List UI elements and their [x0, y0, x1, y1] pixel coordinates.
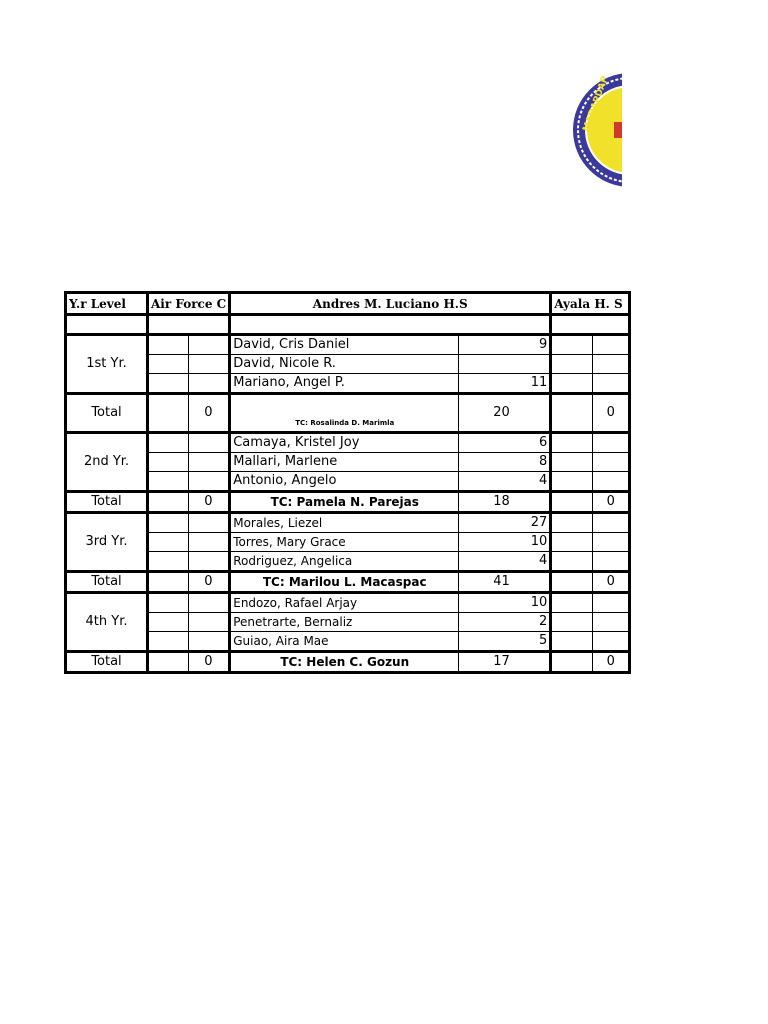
air-force-cell-a: [148, 632, 189, 652]
teacher-in-charge: TC: Rosalinda D. Marimla: [230, 394, 459, 433]
ayala-total: 0: [593, 394, 630, 433]
air-force-cell-b: [188, 472, 230, 492]
air-force-cell-b: [188, 613, 230, 632]
blank-cell: [148, 315, 230, 335]
teacher-in-charge: TC: Pamela N. Parejas: [230, 492, 459, 513]
enrollment-table: [64, 291, 631, 674]
ayala-cell-b: [593, 632, 630, 652]
student-score: 10: [459, 533, 551, 552]
air-force-cell-a: [148, 374, 189, 394]
header-ayala: Ayala H. S: [551, 293, 630, 315]
total-label: Total: [66, 652, 148, 673]
student-row: [66, 593, 630, 613]
ayala-cell-a: [551, 593, 593, 613]
teacher-in-charge: TC: Marilou L. Macaspac: [230, 572, 459, 593]
ayala-cell-b: [593, 513, 630, 533]
air-force-total: 0: [188, 652, 230, 673]
ayala-cell-a: [551, 433, 593, 453]
ayala-cell-b: [593, 453, 630, 472]
group-sum: 17: [459, 652, 551, 673]
ayala-cell-a: [551, 374, 593, 394]
ayala-total-a: [551, 492, 593, 513]
student-row: [66, 374, 630, 394]
student-name: Rodriguez, Angelica: [230, 552, 459, 572]
student-row: [66, 552, 630, 572]
ayala-cell-a: [551, 533, 593, 552]
group-sum: 41: [459, 572, 551, 593]
blank-cell: [66, 315, 148, 335]
student-score: 2: [459, 613, 551, 632]
air-force-cell-b: [188, 552, 230, 572]
air-force-cell-b: [188, 632, 230, 652]
student-row: [66, 472, 630, 492]
student-name: Guiao, Aira Mae: [230, 632, 459, 652]
ayala-cell-b: [593, 433, 630, 453]
ayala-cell-a: [551, 552, 593, 572]
air-force-cell-b: [188, 453, 230, 472]
school-seal-logo: [570, 70, 622, 190]
air-force-cell-a: [148, 613, 189, 632]
total-label: Total: [66, 572, 148, 593]
student-score: 4: [459, 552, 551, 572]
air-force-total: 0: [188, 492, 230, 513]
student-row: [66, 453, 630, 472]
ayala-cell-a: [551, 613, 593, 632]
teacher-in-charge: TC: Helen C. Gozun: [230, 652, 459, 673]
air-force-cell-b: [188, 533, 230, 552]
student-name: Antonio, Angelo: [230, 472, 459, 492]
ayala-cell-a: [551, 453, 593, 472]
student-row: [66, 632, 630, 652]
ayala-cell-b: [593, 374, 630, 394]
student-name: Morales, Liezel: [230, 513, 459, 533]
air-force-total-a: [148, 572, 189, 593]
ayala-cell-a: [551, 335, 593, 355]
ayala-cell-b: [593, 613, 630, 632]
student-row: [66, 355, 630, 374]
student-row: [66, 433, 630, 453]
air-force-total: 0: [188, 572, 230, 593]
ayala-cell-b: [593, 335, 630, 355]
ayala-cell-a: [551, 355, 593, 374]
ayala-total: 0: [593, 572, 630, 593]
student-score: 4: [459, 472, 551, 492]
blank-cell: [551, 315, 630, 335]
group-sum: 20: [459, 394, 551, 433]
total-label: Total: [66, 394, 148, 433]
student-row: [66, 513, 630, 533]
student-score: 5: [459, 632, 551, 652]
total-row: [66, 394, 630, 433]
air-force-cell-a: [148, 433, 189, 453]
ayala-cell-b: [593, 533, 630, 552]
air-force-cell-a: [148, 472, 189, 492]
header-andres-luciano: Andres M. Luciano H.S: [230, 293, 551, 315]
total-row: [66, 652, 630, 673]
air-force-total-a: [148, 492, 189, 513]
ayala-cell-b: [593, 593, 630, 613]
ayala-total-a: [551, 652, 593, 673]
student-name: David, Nicole R.: [230, 355, 459, 374]
air-force-cell-b: [188, 335, 230, 355]
student-row: [66, 533, 630, 552]
air-force-cell-a: [148, 552, 189, 572]
student-score: [459, 355, 551, 374]
air-force-cell-b: [188, 593, 230, 613]
student-row: [66, 335, 630, 355]
ayala-total-a: [551, 572, 593, 593]
header-row: [66, 293, 630, 315]
ayala-total: 0: [593, 492, 630, 513]
student-score: 9: [459, 335, 551, 355]
year-level-label: 2nd Yr.: [66, 433, 148, 492]
student-score: 6: [459, 433, 551, 453]
ayala-cell-b: [593, 355, 630, 374]
ayala-cell-a: [551, 513, 593, 533]
header-air-force: Air Force C: [148, 293, 230, 315]
student-name: Endozo, Rafael Arjay: [230, 593, 459, 613]
year-level-label: 3rd Yr.: [66, 513, 148, 572]
student-score: 8: [459, 453, 551, 472]
air-force-cell-a: [148, 533, 189, 552]
total-label: Total: [66, 492, 148, 513]
group-sum: 18: [459, 492, 551, 513]
ayala-cell-a: [551, 632, 593, 652]
student-name: Penetrarte, Bernaliz: [230, 613, 459, 632]
ayala-cell-b: [593, 472, 630, 492]
ayala-total: 0: [593, 652, 630, 673]
svg-text:MADAPDAP: MADAPDAP: [581, 75, 611, 134]
student-name: Camaya, Kristel Joy: [230, 433, 459, 453]
student-name: David, Cris Daniel: [230, 335, 459, 355]
blank-row: [66, 315, 630, 335]
air-force-cell-b: [188, 374, 230, 394]
header-year-level: Y.r Level: [66, 293, 148, 315]
air-force-total: 0: [188, 394, 230, 433]
air-force-cell-a: [148, 453, 189, 472]
air-force-cell-b: [188, 355, 230, 374]
air-force-cell-a: [148, 335, 189, 355]
total-row: [66, 572, 630, 593]
air-force-cell-b: [188, 513, 230, 533]
total-row: [66, 492, 630, 513]
student-row: [66, 613, 630, 632]
ayala-cell-a: [551, 472, 593, 492]
student-score: 11: [459, 374, 551, 394]
ayala-cell-b: [593, 552, 630, 572]
air-force-cell-b: [188, 433, 230, 453]
year-level-label: 1st Yr.: [66, 335, 148, 394]
year-level-label: 4th Yr.: [66, 593, 148, 652]
student-score: 10: [459, 593, 551, 613]
student-name: Mariano, Angel P.: [230, 374, 459, 394]
student-name: Torres, Mary Grace: [230, 533, 459, 552]
air-force-total-a: [148, 652, 189, 673]
air-force-total-a: [148, 394, 189, 433]
ayala-total-a: [551, 394, 593, 433]
student-score: 27: [459, 513, 551, 533]
air-force-cell-a: [148, 513, 189, 533]
student-name: Mallari, Marlene: [230, 453, 459, 472]
air-force-cell-a: [148, 593, 189, 613]
blank-cell: [230, 315, 551, 335]
air-force-cell-a: [148, 355, 189, 374]
